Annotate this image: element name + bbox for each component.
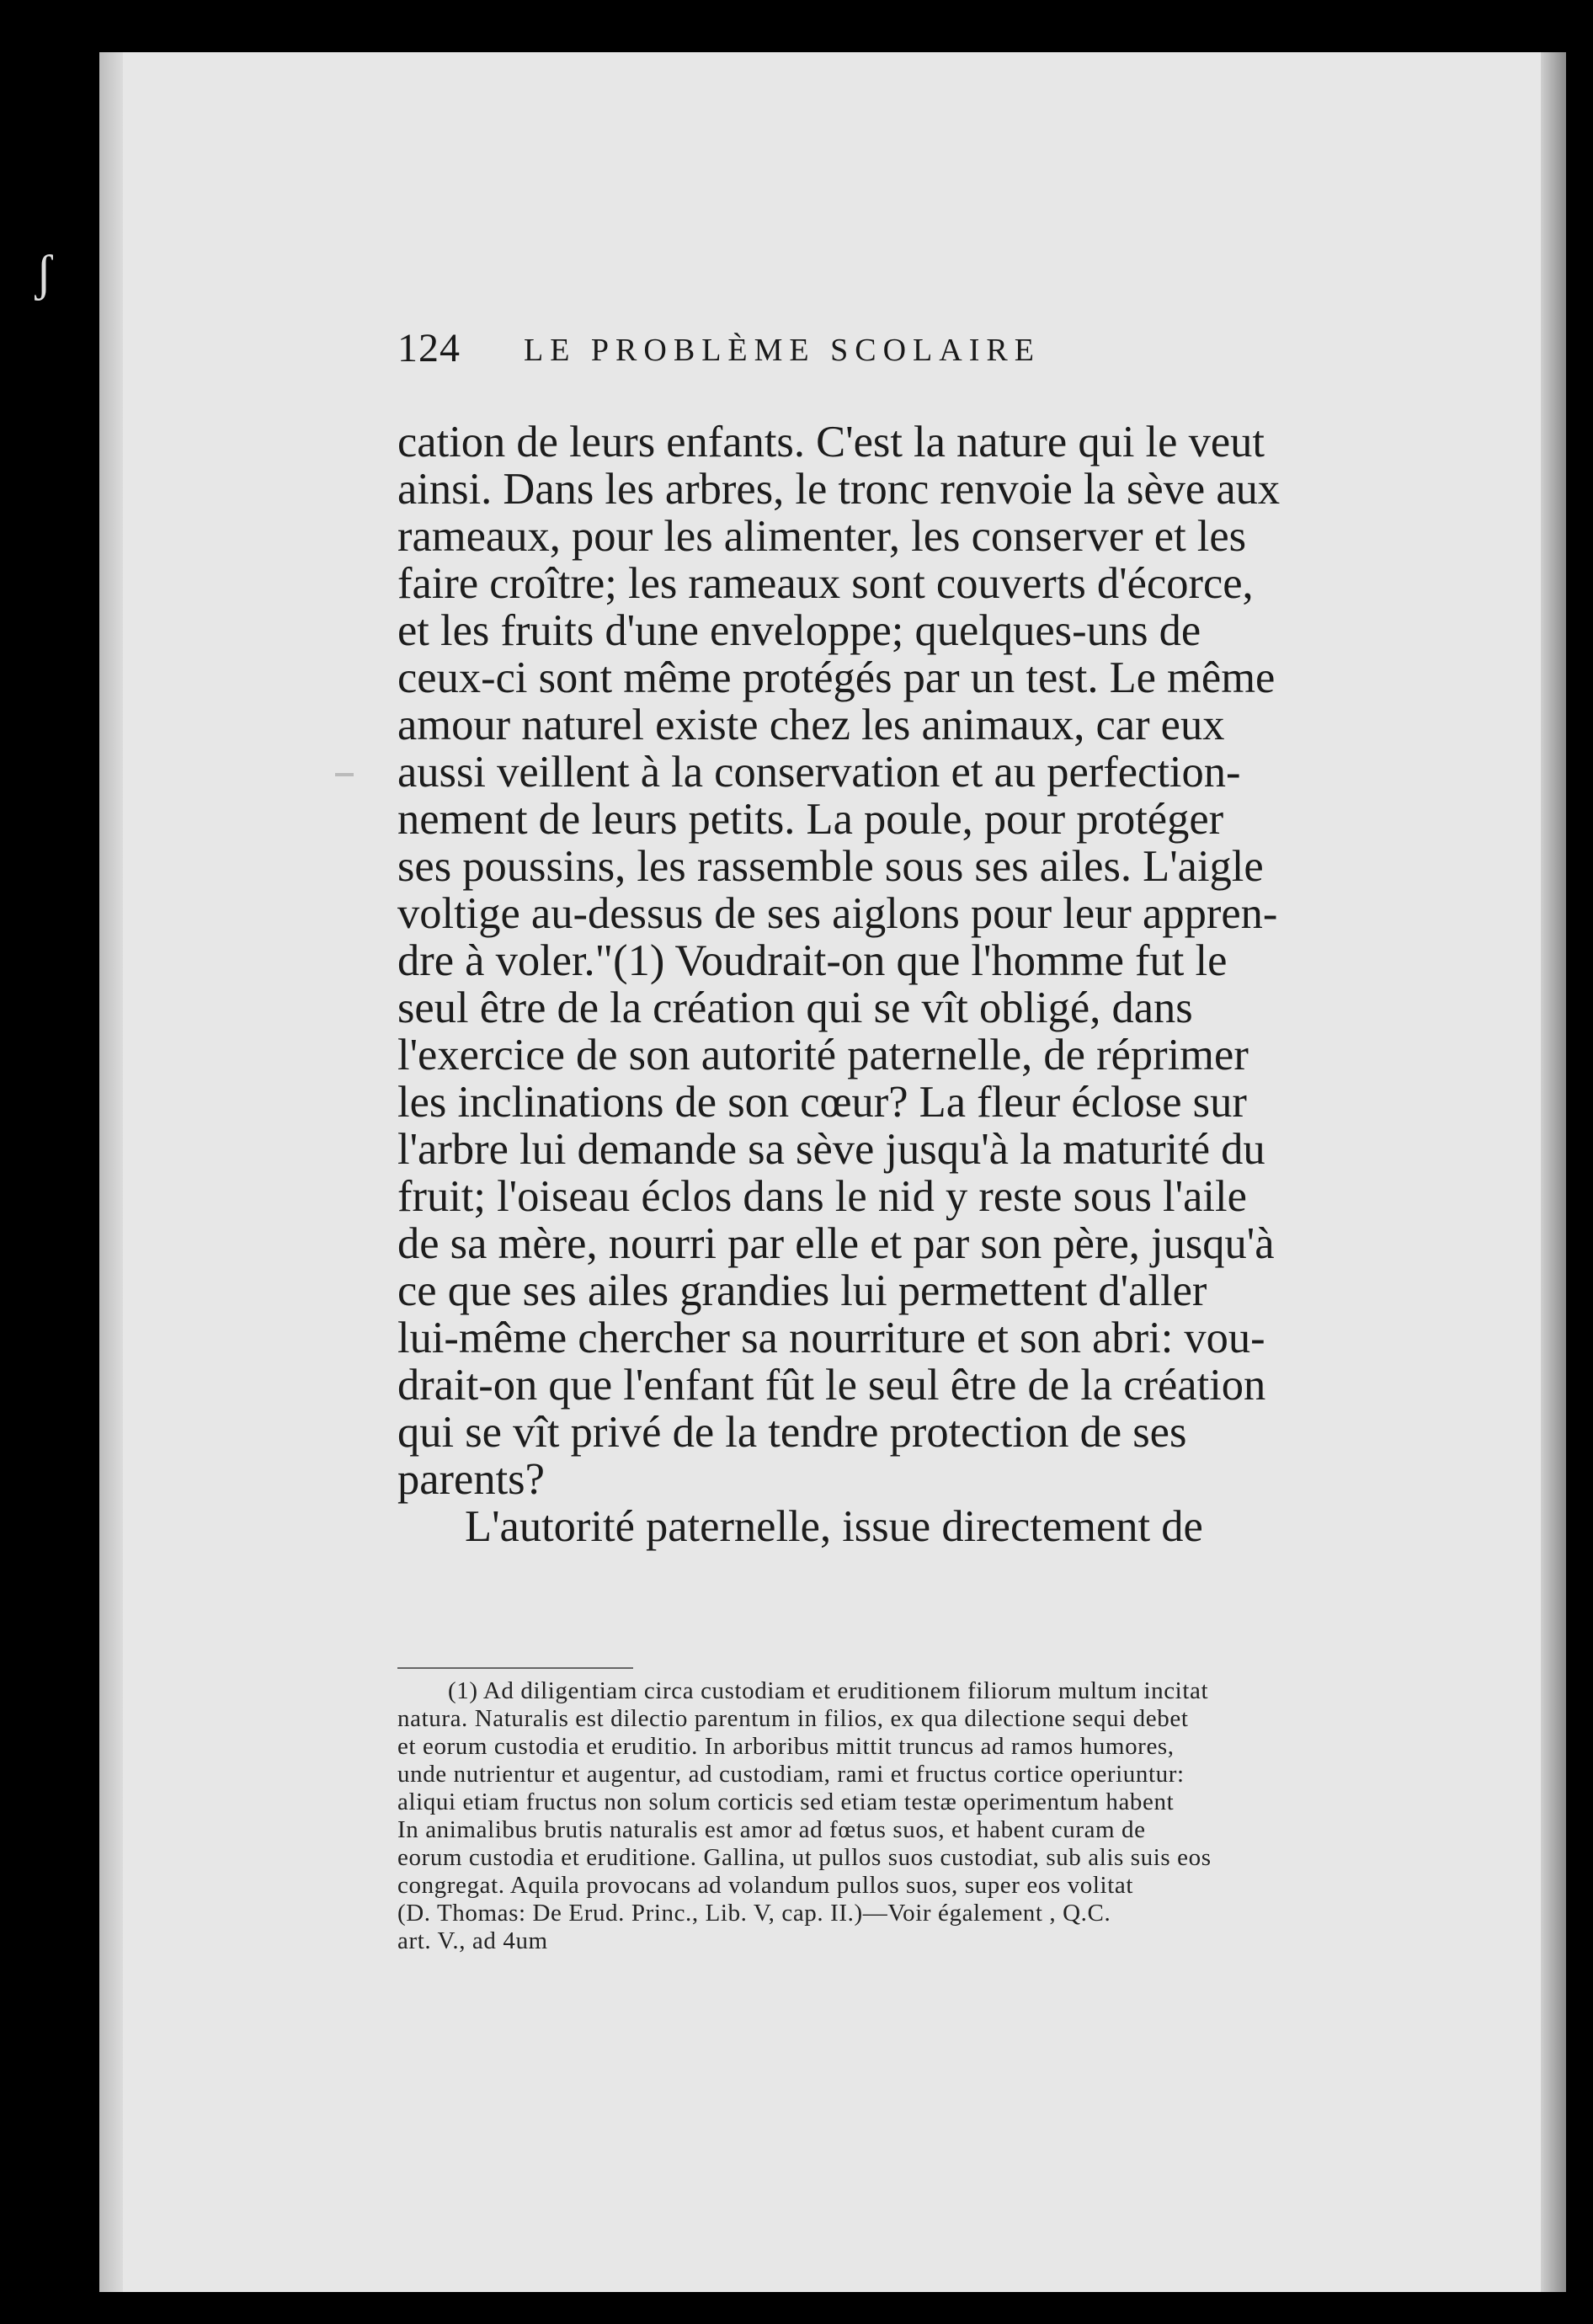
footnote-line: (D. Thomas: De Erud. Princ., Lib. V, cap. II.)—Voir également , Q.C. [397, 1900, 1111, 1927]
text-line: de sa mère, nourri par elle et par son père, jusqu'à [397, 1219, 1275, 1268]
footnote-line: (1) Ad diligentiam circa custodiam et eruditionem filiorum multum incitat [448, 1677, 1209, 1704]
text-line: nement de leurs petits. La poule, pour protéger [397, 795, 1224, 844]
text-line: dre à voler."(1) Voudrait-on que l'homme fut le [397, 936, 1228, 985]
text-line: et les fruits d'une enveloppe; quelques-uns de [397, 606, 1201, 655]
text-line: qui se vît privé de la tendre protection de ses [397, 1408, 1187, 1457]
text-line: drait-on que l'enfant fût le seul être de la création [397, 1361, 1266, 1410]
footnote-line: aliqui etiam fructus non solum corticis sed etiam testæ operimentum habent [397, 1788, 1175, 1815]
page-right-edge [1541, 52, 1566, 2292]
page-number: 124 [397, 326, 461, 370]
text-line: ses poussins, les rassemble sous ses ailes. L'aigle [397, 842, 1264, 891]
text-line: rameaux, pour les alimenter, les conserver et les [397, 512, 1247, 561]
footnote-line: natura. Naturalis est dilectio parentum in filios, ex qua dilectione sequi debet [397, 1705, 1189, 1732]
text-line: parents? [397, 1455, 545, 1504]
footnote-line: In animalibus brutis naturalis est amor ad fœtus suos, et habent curam de [397, 1816, 1146, 1843]
page-header [397, 325, 1239, 376]
running-head: LE PROBLÈME SCOLAIRE [524, 333, 1041, 368]
text-line: cation de leurs enfants. C'est la nature qui le veut [397, 418, 1265, 466]
page-left-edge [99, 52, 123, 2292]
text-line: lui-même chercher sa nourriture et son abri: vou- [397, 1314, 1265, 1362]
text-line: seul être de la création qui se vît obligé, dans [397, 983, 1193, 1032]
footnote-line: unde nutrientur et augentur, ad custodiam, rami et fructus cortice operiuntur: [397, 1761, 1185, 1788]
text-line: faire croître; les rameaux sont couverts d'écorce, [397, 559, 1254, 608]
footnote-line: art. V., ad 4um [397, 1927, 548, 1954]
footnote [397, 1677, 1492, 1955]
text-line: ainsi. Dans les arbres, le tronc renvoie la sève aux [397, 465, 1281, 514]
text-line: l'arbre lui demande sa sève jusqu'à la maturité du [397, 1125, 1265, 1174]
text-line: les inclinations de son cœur? La fleur éclose sur [397, 1078, 1247, 1127]
margin-dash [335, 773, 354, 776]
margin-mark: ʃ [35, 245, 52, 301]
text-line: fruit; l'oiseau éclos dans le nid y reste sous l'aile [397, 1172, 1247, 1221]
text-line: l'exercice de son autorité paternelle, de réprimer [397, 1031, 1249, 1079]
text-line: amour naturel existe chez les animaux, car eux [397, 701, 1225, 749]
text-line: ceux-ci sont même protégés par un test. Le même [397, 653, 1276, 702]
footnote-line: congregat. Aquila provocans ad volandum pullos suos, super eos volitat [397, 1872, 1133, 1899]
footnote-line: et eorum custodia et eruditio. In arboribus mittit truncus ad ramos humores, [397, 1733, 1175, 1760]
paragraph-start-line: L'autorité paternelle, issue directement de [465, 1502, 1203, 1551]
footnote-line: eorum custodia et eruditione. Gallina, ut pullos suos custodiat, sub alis suis eos [397, 1844, 1212, 1871]
footnote-divider [397, 1667, 633, 1669]
body-text [397, 418, 1492, 1550]
text-line: ce que ses ailes grandies lui permettent d'aller [397, 1266, 1207, 1315]
text-line: voltige au-dessus de ses aiglons pour leur appren- [397, 889, 1278, 938]
text-line: aussi veillent à la conservation et au perfection- [397, 748, 1241, 797]
